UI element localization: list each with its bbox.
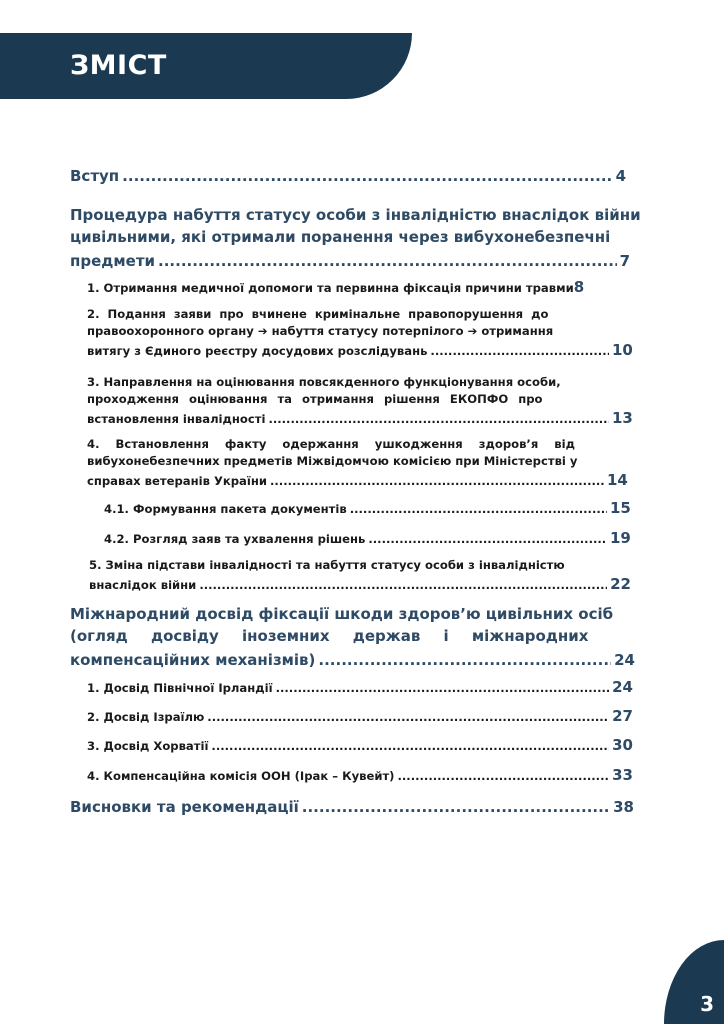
toc-entry-line: вибухонебезпечних предметів Міжвідомчою комісією при Міністерстві у — [87, 454, 578, 468]
toc-entry-text: Висновки та рекомендації — [70, 798, 299, 816]
dot-leader — [270, 473, 604, 490]
toc-entry-s4[interactable] — [87, 436, 627, 489]
toc-page-number: 10 — [612, 341, 633, 359]
toc-entry-line: цивільними, які отримали поранення через вибухонебезпечні — [70, 228, 611, 246]
toc-entry-line: Міжнародний досвід фіксації шкоди здоров’ю цивільних осіб — [70, 605, 614, 623]
dot-leader — [199, 577, 607, 594]
dot-leader — [122, 166, 612, 186]
page-title: ЗМІСТ — [70, 50, 167, 81]
dot-leader — [368, 531, 607, 548]
dot-leader — [318, 650, 611, 670]
toc-entry-line: 2. Подання заяви про вчинене кримінальне правопорушення до — [87, 307, 549, 321]
toc-entry-line: проходження оцінювання та отримання рішення ЕКОПФО про — [87, 392, 543, 406]
toc-page-number: 27 — [612, 707, 633, 725]
dot-leader — [302, 797, 610, 817]
toc-entry-line: внаслідок війни — [89, 577, 197, 592]
toc-entry-line: компенсаційних механізмів) — [70, 651, 316, 669]
toc-entry-part1[interactable] — [70, 205, 641, 271]
toc-entry-s42[interactable] — [104, 529, 630, 547]
header-band — [0, 33, 412, 99]
toc-page-number: 19 — [610, 529, 631, 547]
toc-entry-conclusions[interactable] — [70, 797, 634, 817]
toc-entry-text: 3. Досвід Хорватії — [87, 738, 209, 753]
toc-entry-text: 1. Досвід Північної Ірландії — [87, 680, 273, 695]
toc-entry-intro[interactable] — [70, 166, 626, 186]
toc-entry-s5[interactable] — [89, 557, 631, 593]
toc-entry-e3[interactable] — [87, 736, 633, 754]
dot-leader — [397, 768, 609, 785]
toc-page-number: 30 — [612, 736, 633, 754]
toc-entry-part2[interactable] — [70, 604, 635, 670]
toc-page-number: 8 — [573, 278, 585, 296]
dot-leader — [158, 251, 617, 271]
toc-entry-text: Вступ — [70, 167, 120, 185]
dot-leader — [430, 343, 609, 360]
dot-leader — [207, 709, 609, 726]
toc-entry-s41[interactable] — [104, 499, 630, 517]
toc-entry-e4[interactable] — [87, 766, 633, 784]
toc-entry-s2[interactable] — [87, 306, 632, 359]
toc-entry-e1[interactable] — [87, 678, 633, 696]
toc-entry-line: Процедура набуття статусу особи з інвалідністю внаслідок війни — [70, 206, 641, 224]
toc-entry-text: 2. Досвід Ізраїлю — [87, 709, 205, 724]
toc-entry-text: 1. Отримання медичної допомоги та первинна фіксація причини травми — [87, 280, 574, 295]
toc-page-number: 33 — [612, 766, 633, 784]
toc-page-number: 4 — [615, 167, 626, 185]
dot-leader — [350, 501, 607, 518]
page-corner-tab — [664, 940, 724, 1024]
toc-entry-s3[interactable] — [87, 374, 632, 427]
toc-entry-line: 5. Зміна підстави інвалідності та набуття статусу особи з інвалідністю — [89, 558, 565, 572]
toc-entry-e2[interactable] — [87, 707, 633, 725]
dot-leader — [276, 680, 610, 697]
toc-page-number: 38 — [613, 798, 634, 816]
toc-entry-line: правоохоронного органу ➔ набуття статусу потерпілого ➔ отримання — [87, 324, 554, 338]
toc-page-number: 7 — [619, 252, 630, 270]
toc-entry-text: 4. Компенсаційна комісія ООН (Ірак – Кувейт) — [87, 768, 395, 783]
toc-entry-line: справах ветеранів України — [87, 473, 267, 488]
toc-page-number: 22 — [610, 575, 631, 593]
toc-entry-line: витягу з Єдиного реєстру досудових розслідувань — [87, 343, 428, 358]
toc-entry-text: 4.1. Формування пакета документів — [104, 501, 347, 516]
dot-leader — [211, 738, 609, 755]
toc-page-number: 24 — [612, 678, 633, 696]
dot-leader — [268, 411, 609, 428]
toc-entry-text: 4.2. Розгляд заяв та ухвалення рішень — [104, 531, 366, 546]
toc-page-number: 24 — [614, 651, 635, 669]
toc-entry-line: 4. Встановлення факту одержання ушкодження здоров’я від — [87, 437, 575, 451]
toc-page-number: 14 — [607, 471, 628, 489]
toc-entry-s1[interactable] — [87, 278, 627, 296]
toc-page-number: 15 — [610, 499, 631, 517]
toc-entry-line: (огляд досвіду іноземних держав і міжнародних — [70, 627, 589, 645]
toc-entry-line: 3. Направлення на оцінювання повсякденного функціонування особи, — [87, 375, 561, 389]
toc-page-number: 13 — [612, 409, 633, 427]
toc-entry-line: предмети — [70, 252, 156, 270]
toc-entry-line: встановлення інвалідності — [87, 411, 266, 426]
page-number: 3 — [700, 992, 714, 1016]
